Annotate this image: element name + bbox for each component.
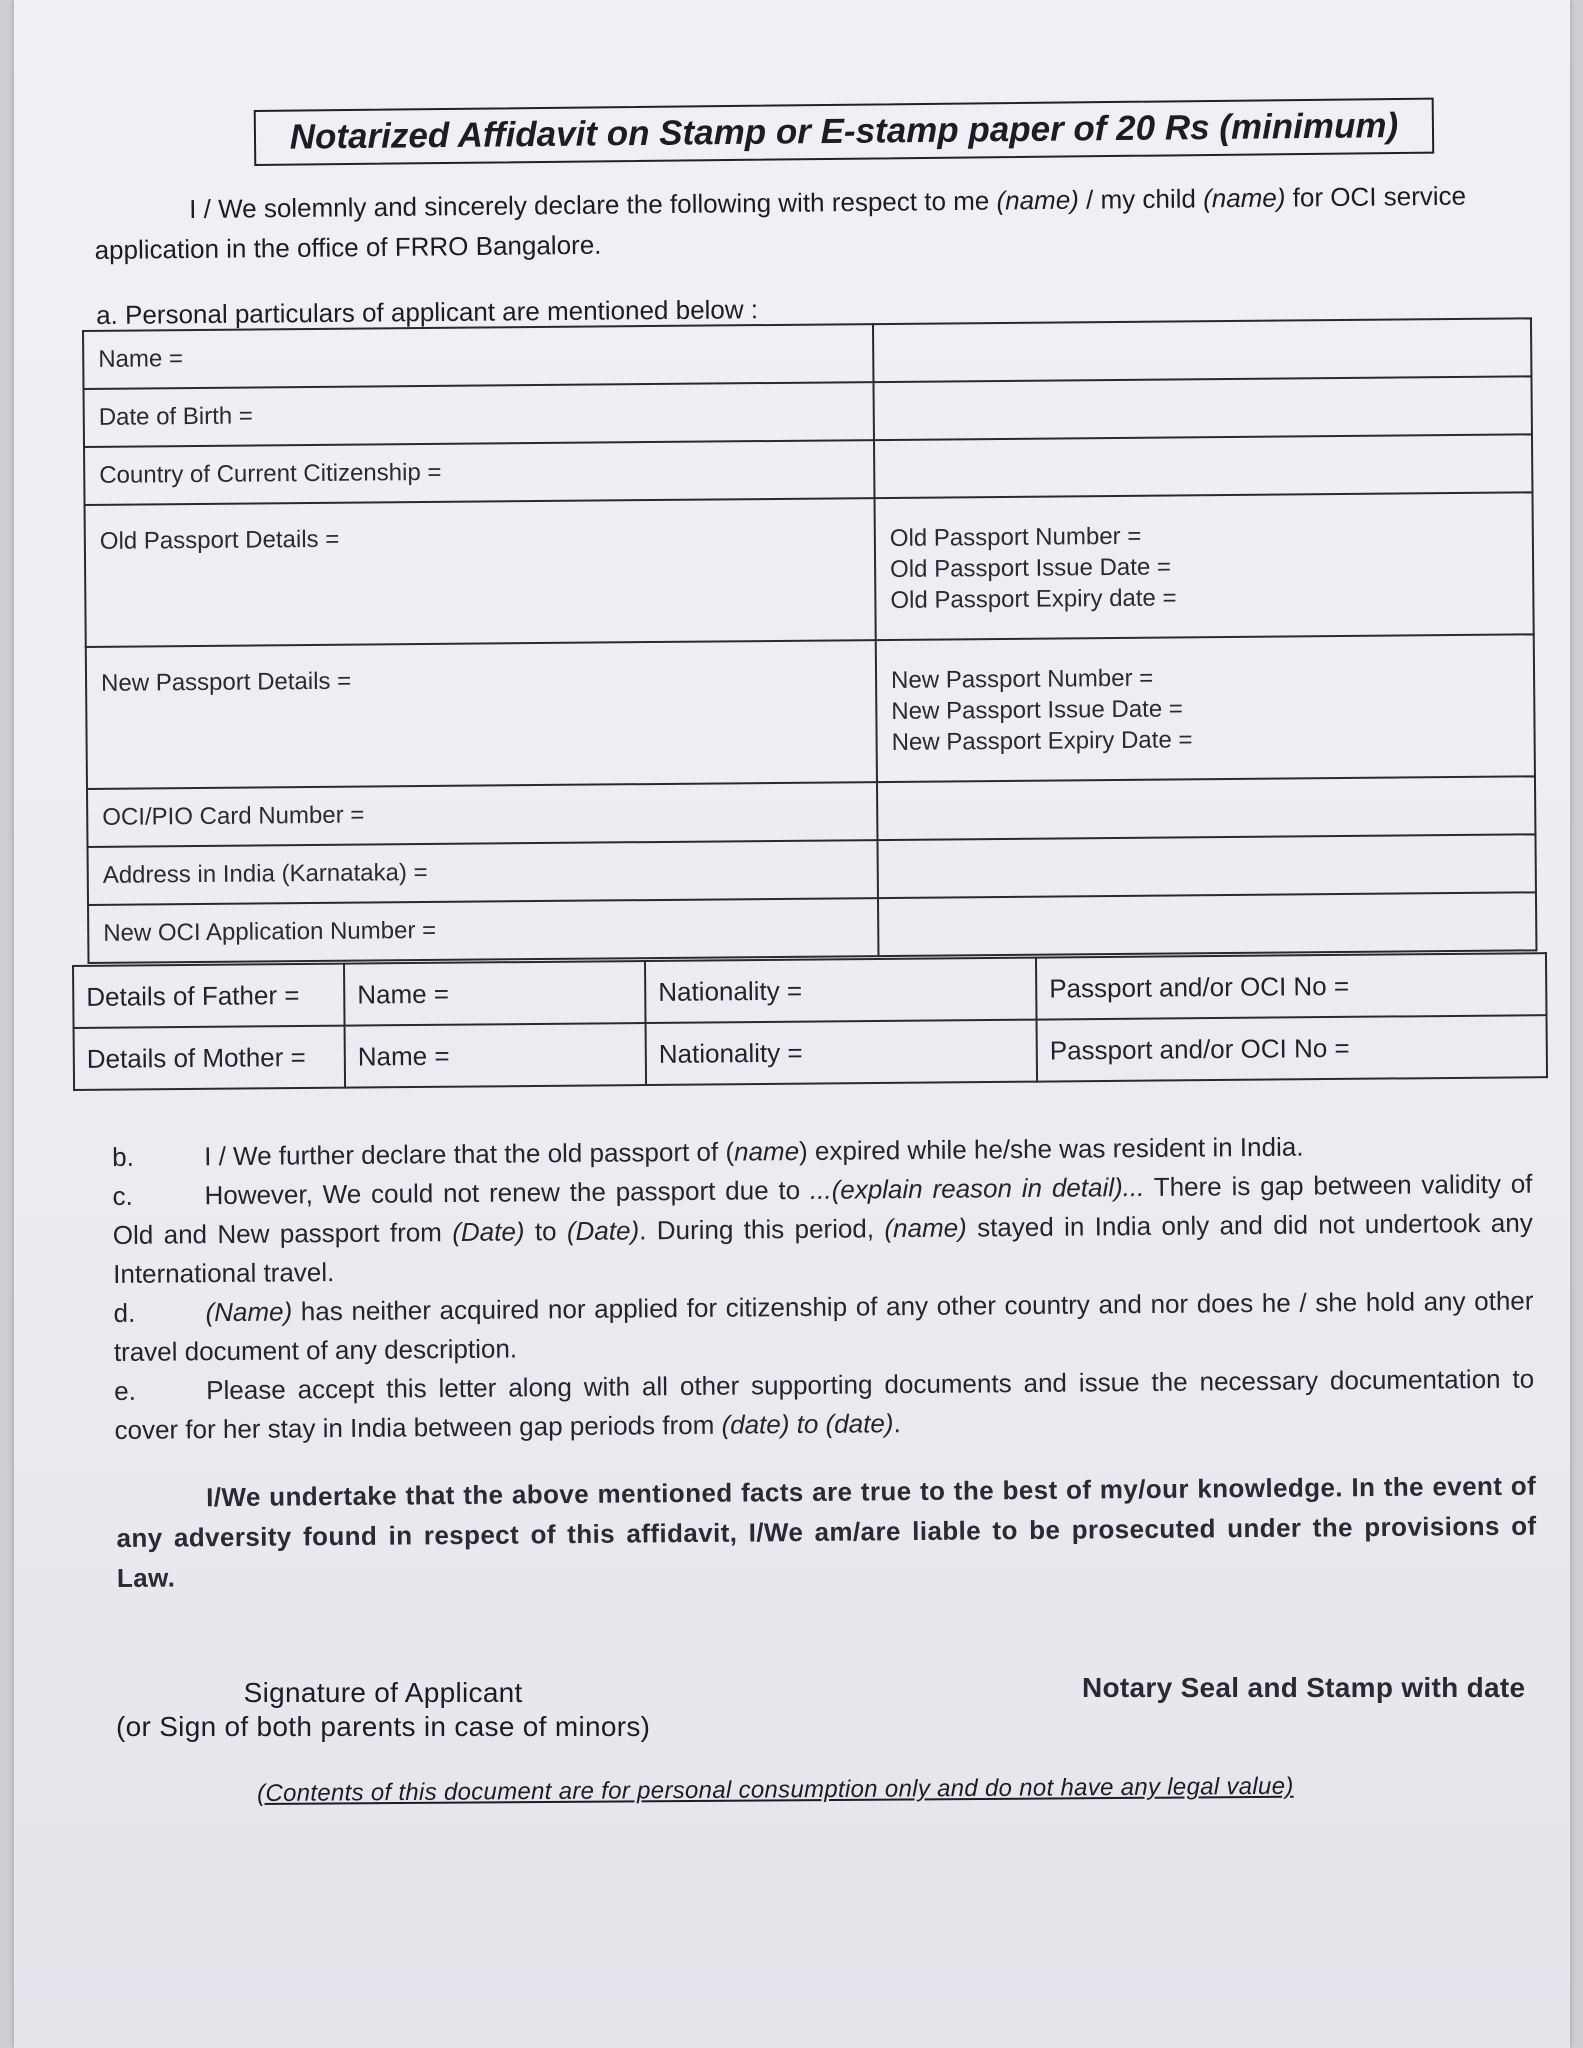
document-page — [14, 0, 1570, 2048]
paragraph-c-text-1: However, We could not renew the passport due to — [204, 1174, 811, 1211]
paragraph-d-mark: d. — [113, 1297, 136, 1328]
paragraph-d-name: (Name) — [205, 1296, 293, 1328]
father-label: Details of Father = — [73, 964, 345, 1028]
undertaking-text: I/We undertake that the above mentioned facts are true to the best of my/our knowledge. In the event of any adversity found in respect of this affidavit, I/We am/are liable to be prosecuted under the provisions of Law. — [116, 1470, 1537, 1593]
mother-nationality-label: Nationality = — [646, 1020, 1038, 1085]
personal-particulars-table — [82, 317, 1537, 964]
paragraph-c-date-to: (Date) — [566, 1215, 640, 1247]
table-row — [86, 634, 1535, 789]
section-a-label: a. Personal particulars of applicant are mentioned below : — [96, 294, 759, 330]
new-passport-number-label: New Passport Number = — [890, 664, 1154, 694]
notary-seal-label: Notary Seal and Stamp with date — [1082, 1672, 1526, 1703]
table-row — [88, 892, 1536, 963]
applicant-signature-note: (or Sign of both parents in case of minors) — [116, 1711, 651, 1742]
parents-table — [72, 952, 1548, 1091]
father-name-label: Name = — [344, 961, 646, 1026]
intro-name-1: (name) — [996, 184, 1080, 216]
document-title-text: Notarized Affidavit on Stamp or E-stamp paper of 20 Rs (minimum) — [289, 106, 1399, 157]
applicant-signature-label: Signature of Applicant — [243, 1677, 523, 1708]
paragraph-c-text-5: stayed in India only and did not undertook any International travel. — [113, 1207, 1533, 1289]
paragraph-e-text-2: . — [893, 1408, 901, 1439]
intro-text-3: for OCI service application in the office of FRRO Bangalore. — [94, 180, 1467, 265]
paragraph-c-reason: ...(explain reason in detail)... — [809, 1171, 1145, 1205]
applicant-signature-block — [116, 1676, 650, 1744]
father-nationality-label: Nationality = — [645, 958, 1037, 1023]
intro-text-1: I / We solemnly and sincerely declare the following with respect to me — [189, 185, 997, 225]
oci-card-label: OCI/PIO Card Number = — [87, 782, 877, 847]
oci-application-value-cell — [878, 892, 1536, 956]
paragraph-d-text-1: has neither acquired nor applied for citizenship of any other country and nor does he / she hold any other travel document of any description. — [113, 1285, 1534, 1367]
citizenship-value-cell — [874, 434, 1532, 498]
mother-passport-label: Passport and/or OCI No = — [1037, 1015, 1548, 1081]
paragraph-c-mark: c. — [112, 1180, 133, 1211]
oci-card-value-cell — [877, 776, 1535, 840]
old-passport-issue-label: Old Passport Issue Date = — [889, 553, 1172, 583]
name-value-cell — [873, 318, 1531, 382]
paragraph-c-text-3: to — [524, 1216, 568, 1247]
paragraph-b-name: name — [733, 1136, 800, 1167]
paragraph-c — [112, 1165, 1533, 1294]
new-passport-label: New Passport Details = — [86, 640, 877, 789]
citizenship-label: Country of Current Citizenship = — [84, 440, 874, 505]
paragraph-e — [114, 1360, 1535, 1450]
paragraph-e-text-1: Please accept this letter along with all other supporting documents and issue the necessary documentation to cover for her stay in India between gap periods from — [114, 1363, 1535, 1445]
new-passport-expiry-label: New Passport Expiry Date = — [891, 725, 1193, 756]
paragraph-c-name: (name) — [884, 1212, 967, 1244]
old-passport-details-cell — [874, 492, 1533, 640]
document-title — [254, 98, 1435, 166]
paragraph-c-date-from: (Date) — [452, 1216, 525, 1248]
intro-name-2: (name) — [1202, 182, 1286, 214]
mother-name-label: Name = — [345, 1023, 647, 1088]
declaration-body — [112, 1126, 1535, 1450]
disclaimer-note: (Contents of this document are for personal consumption only and do not have any legal value) — [257, 1772, 1294, 1807]
undertaking-paragraph — [116, 1466, 1537, 1598]
father-passport-label: Passport and/or OCI No = — [1036, 953, 1547, 1019]
old-passport-label: Old Passport Details = — [85, 498, 876, 647]
paragraph-b-text-2: ) expired while he/she was resident in India. — [798, 1131, 1304, 1167]
mother-label: Details of Mother = — [74, 1026, 346, 1090]
new-passport-details-cell — [876, 634, 1535, 782]
paragraph-c-text-2: There is gap between validity of Old and New passport from — [112, 1168, 1533, 1250]
table-row — [85, 492, 1534, 647]
new-passport-issue-label: New Passport Issue Date = — [891, 694, 1183, 725]
intro-text-2: / my child — [1078, 183, 1204, 215]
table-row — [74, 1015, 1547, 1090]
intro-paragraph — [94, 175, 1520, 270]
oci-application-label: New OCI Application Number = — [88, 898, 878, 963]
paragraph-b-mark: b. — [112, 1141, 134, 1172]
dob-value-cell — [873, 376, 1531, 440]
name-label: Name = — [83, 324, 873, 389]
old-passport-number-label: Old Passport Number = — [889, 522, 1142, 552]
paragraph-c-text-4: . During this period, — [639, 1213, 885, 1246]
dob-label: Date of Birth = — [84, 382, 874, 447]
paragraph-e-dates: (date) to (date) — [721, 1408, 894, 1440]
address-value-cell — [877, 834, 1535, 898]
paragraph-d — [113, 1282, 1534, 1372]
paragraph-e-mark: e. — [114, 1375, 137, 1406]
paragraph-b-text-1: I / We further declare that the old passport of ( — [204, 1136, 735, 1172]
address-label: Address in India (Karnataka) = — [88, 840, 878, 905]
old-passport-expiry-label: Old Passport Expiry date = — [890, 583, 1177, 614]
